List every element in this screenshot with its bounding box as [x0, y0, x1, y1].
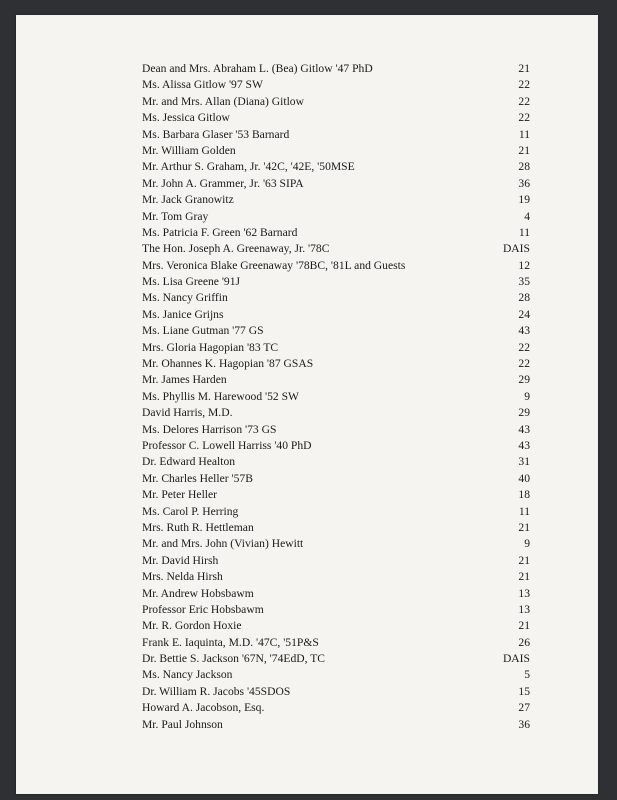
list-item	[142, 372, 542, 388]
table-number: 28	[518, 291, 530, 305]
list-item	[142, 553, 542, 569]
list-item	[142, 110, 542, 126]
table-number: 28	[518, 160, 530, 174]
list-item	[142, 717, 542, 733]
guest-name: Ms. Liane Gutman '77 GS	[142, 324, 264, 338]
list-item	[142, 127, 542, 143]
guest-name: Ms. Janice Grijns	[142, 307, 224, 321]
table-number: 27	[518, 701, 530, 715]
list-item	[142, 618, 542, 634]
table-number: 35	[518, 275, 530, 289]
table-number: 43	[518, 422, 530, 436]
guest-name: Dean and Mrs. Abraham L. (Bea) Gitlow '47 PhD	[142, 62, 373, 75]
list-item	[142, 422, 542, 438]
table-number: 40	[518, 471, 530, 485]
list-item	[142, 520, 542, 536]
guest-name: Professor C. Lowell Harriss '40 PhD	[142, 438, 312, 452]
table-number: 18	[518, 488, 530, 502]
list-item	[142, 143, 542, 159]
guest-name: Mr. David Hirsh	[142, 553, 219, 567]
list-item	[142, 454, 542, 470]
guest-name: Ms. Nancy Griffin	[142, 291, 228, 305]
table-number: 12	[518, 258, 530, 272]
guest-name: Mrs. Gloria Hagopian '83 TC	[142, 340, 279, 354]
list-item	[142, 684, 542, 700]
list-item	[142, 159, 542, 175]
guest-name: Mr. Ohannes K. Hagopian '87 GSAS	[142, 357, 314, 371]
list-item	[142, 241, 542, 257]
list-item	[142, 258, 542, 274]
guest-name: Professor Eric Hobsbawm	[142, 602, 264, 616]
guest-name: Mr. Arthur S. Graham, Jr. '42C, '42E, '50MSE	[142, 160, 355, 174]
guest-list	[142, 61, 542, 733]
guest-name: Dr. Edward Healton	[142, 455, 236, 469]
list-item	[142, 176, 542, 192]
guest-name: Mrs. Nelda Hirsh	[142, 570, 223, 584]
list-item	[142, 94, 542, 110]
list-item	[142, 77, 542, 93]
table-number: 13	[518, 586, 530, 600]
table-number: 24	[518, 307, 530, 321]
list-item	[142, 192, 542, 208]
guest-name: Dr. Bettie S. Jackson '67N, '74EdD, TC	[142, 652, 326, 666]
table-number: 11	[518, 127, 530, 141]
table-number: 9	[524, 537, 530, 551]
table-number: 22	[518, 111, 530, 125]
list-item	[142, 356, 542, 372]
list-item	[142, 651, 542, 667]
guest-name: Ms. Jessica Gitlow	[142, 111, 230, 125]
table-number: 29	[518, 373, 530, 387]
guest-name: Ms. Carol P. Herring	[142, 504, 239, 518]
table-number: 21	[518, 570, 530, 584]
list-item	[142, 209, 542, 225]
table-number: 21	[518, 62, 530, 75]
table-number: DAIS	[502, 242, 530, 256]
list-item	[142, 602, 542, 618]
guest-name: Mr. Charles Heller '57B	[142, 471, 253, 485]
guest-name: Mr. and Mrs. Allan (Diana) Gitlow	[142, 94, 304, 108]
list-item	[142, 569, 542, 585]
list-item	[142, 340, 542, 356]
guest-name: Frank E. Iaquinta, M.D. '47C, '51P&S	[142, 635, 319, 649]
guest-name: Ms. Delores Harrison '73 GS	[142, 422, 277, 436]
guest-name: Mr. James Harden	[142, 373, 227, 387]
guest-name: Ms. Lisa Greene '91J	[142, 275, 241, 289]
table-number: 15	[518, 684, 530, 698]
guest-name: Ms. Nancy Jackson	[142, 668, 233, 682]
list-item	[142, 536, 542, 552]
table-number: 19	[518, 193, 530, 207]
list-item	[142, 61, 542, 77]
table-number: 31	[518, 455, 530, 469]
list-item	[142, 307, 542, 323]
guest-name: Mr. John A. Grammer, Jr. '63 SIPA	[142, 176, 304, 190]
list-item	[142, 274, 542, 290]
guest-name: Mr. Paul Johnson	[142, 717, 223, 731]
table-number: 43	[518, 324, 530, 338]
table-number: 43	[518, 438, 530, 452]
guest-name: Mr. Peter Heller	[142, 488, 218, 502]
guest-name: Mr. Tom Gray	[142, 209, 209, 223]
table-number: 29	[518, 406, 530, 420]
table-number: 11	[518, 225, 530, 239]
list-item	[142, 438, 542, 454]
table-number: 26	[518, 635, 530, 649]
document-page	[16, 15, 598, 794]
table-number: DAIS	[502, 652, 530, 666]
table-number: 36	[518, 717, 530, 731]
list-item	[142, 290, 542, 306]
list-item	[142, 225, 542, 241]
list-item	[142, 667, 542, 683]
guest-name: Mrs. Ruth R. Hettleman	[142, 520, 254, 534]
table-number: 36	[518, 176, 530, 190]
table-number: 13	[518, 602, 530, 616]
guest-name: Mr. Jack Granowitz	[142, 193, 234, 207]
list-item	[142, 471, 542, 487]
table-number: 21	[518, 143, 530, 157]
list-item	[142, 700, 542, 716]
guest-name: Ms. Alissa Gitlow '97 SW	[142, 78, 263, 92]
table-number: 21	[518, 553, 530, 567]
guest-name: Mrs. Veronica Blake Greenaway '78BC, '81L and Guests	[142, 258, 406, 272]
guest-name: Howard A. Jacobson, Esq.	[142, 701, 265, 715]
table-number: 4	[524, 209, 530, 223]
table-number: 11	[518, 504, 530, 518]
list-item	[142, 323, 542, 339]
guest-name: Mr. R. Gordon Hoxie	[142, 619, 242, 633]
guest-name: Ms. Barbara Glaser '53 Barnard	[142, 127, 290, 141]
guest-name: The Hon. Joseph A. Greenaway, Jr. '78C	[142, 242, 330, 256]
table-number: 22	[518, 340, 530, 354]
table-number: 22	[518, 78, 530, 92]
table-number: 22	[518, 357, 530, 371]
guest-name: David Harris, M.D.	[142, 406, 233, 420]
guest-name: Ms. Patricia F. Green '62 Barnard	[142, 225, 298, 239]
guest-name: Dr. William R. Jacobs '45SDOS	[142, 684, 291, 698]
table-number: 9	[524, 389, 530, 403]
list-item	[142, 586, 542, 602]
guest-name: Mr. William Golden	[142, 143, 236, 157]
list-item	[142, 504, 542, 520]
guest-name: Mr. and Mrs. John (Vivian) Hewitt	[142, 537, 304, 551]
list-item	[142, 487, 542, 503]
list-item	[142, 389, 542, 405]
guest-name: Ms. Phyllis M. Harewood '52 SW	[142, 389, 299, 403]
list-item	[142, 635, 542, 651]
table-number: 5	[524, 668, 530, 682]
guest-name: Mr. Andrew Hobsbawm	[142, 586, 254, 600]
table-number: 21	[518, 619, 530, 633]
table-number: 21	[518, 520, 530, 534]
table-number: 22	[518, 94, 530, 108]
list-item	[142, 405, 542, 421]
